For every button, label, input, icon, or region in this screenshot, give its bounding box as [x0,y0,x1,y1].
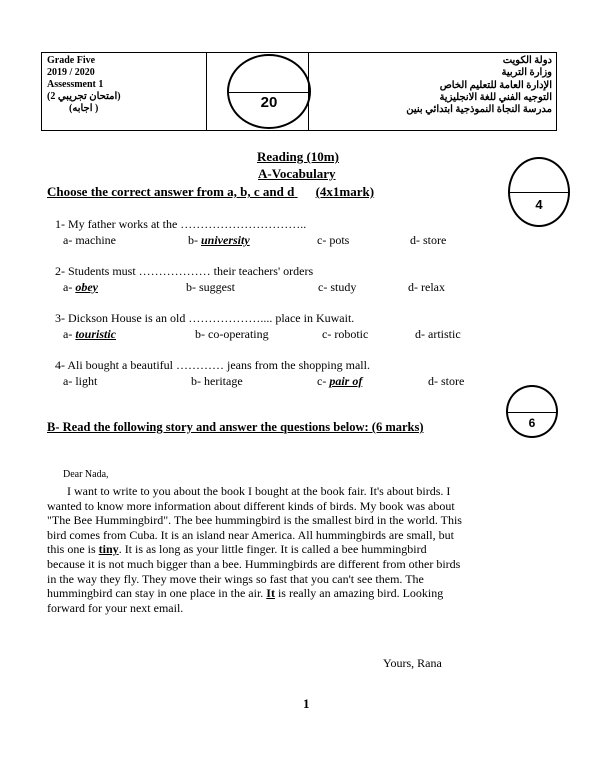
section-a-score: 4 [535,197,543,212]
correct-answer: obey [75,280,98,294]
question-2-option-a [63,280,98,295]
page-number: 1 [303,696,310,711]
story-part-3: is really an amazing bird. Looking forward for your next email. [47,586,444,615]
option-text: suggest [199,280,235,294]
header-left-info [47,55,121,115]
question-1-option-a [63,233,116,248]
section-a-instruction [47,184,374,200]
grade-label: Grade Five [47,55,96,66]
story-emphasis-it: It [266,586,275,601]
option-letter: a- [63,233,73,247]
reading-title: Reading (10m) [257,149,339,164]
question-2-option-b [186,280,235,295]
option-letter: c- [317,233,327,247]
option-text: robotic [334,327,369,341]
question-2-option-c [318,280,356,295]
correct-answer: pair of [329,374,363,388]
option-letter: b- [188,233,198,247]
option-letter: d- [428,374,438,388]
exam-type-label: (امتحان تجريبي 2) [47,91,121,102]
ministry-label: وزارة التربية [501,67,552,79]
option-text: store [441,374,465,388]
question-4-option-d [428,374,464,389]
total-score: 20 [260,94,278,111]
question-1-option-b [188,233,250,248]
option-text: machine [75,233,116,247]
score-circle-divider [510,192,568,193]
option-letter: c- [318,280,328,294]
answer-key-label: ( اجابه) [69,103,99,114]
administration-label: الإدارة العامة للتعليم الخاص [439,79,552,91]
assessment-label: Assessment 1 [47,79,104,90]
vocabulary-title: A-Vocabulary [258,166,336,181]
option-letter: c- [317,374,327,388]
option-letter: d- [410,233,420,247]
option-letter: d- [415,327,425,341]
option-letter: b- [195,327,205,341]
option-letter: a- [63,374,73,388]
option-text: artistic [428,327,461,341]
score-circle-divider [229,92,309,93]
story-part-2: . It is as long as your little finger. It is called a bee hummingbird because it is not much bigger than a bee. Hummingbirds are different from other birds in the way they fly. They move their wings so fast that you can't see them. The hummingbird can stay in one place in the air. [47,542,461,601]
question-4-option-c [317,374,362,389]
correct-answer: university [201,233,250,247]
question-3-option-c [322,327,368,342]
option-text: study [330,280,357,294]
question-1-stem: 1- My father works at the ………………………….. [55,217,307,231]
letter-signature: Yours, Rana [383,656,442,670]
option-letter: a- [63,327,73,341]
option-text: co-operating [208,327,269,341]
story-text [47,484,467,615]
header-divider-left [206,53,207,130]
instruction-marks: (4x1mark) [315,184,375,199]
story-emphasis-tiny: tiny [98,542,119,557]
school-label: مدرسة النجاة النموذجية ابتدائي بنين [406,104,552,116]
question-4-option-b [191,374,243,389]
option-letter: b- [191,374,201,388]
option-letter: b- [186,280,196,294]
option-text: store [423,233,447,247]
section-b-title: B- Read the following story and answer the questions below: (6 marks) [47,420,424,434]
question-3-option-b [195,327,269,342]
option-letter: d- [408,280,418,294]
total-score-circle [227,54,311,129]
question-3-option-a [63,327,116,342]
question-1-option-d [410,233,446,248]
option-letter: a- [63,280,73,294]
question-4-option-a [63,374,97,389]
country-label: دولة الكويت [502,55,552,66]
option-text: heritage [204,374,243,388]
section-b-score: 6 [528,416,536,430]
letter-greeting: Dear Nada, [63,469,109,480]
question-3-stem: 3- Dickson House is an old ……………….... place in Kuwait. [55,311,355,325]
question-2-option-d [408,280,445,295]
option-text: relax [421,280,445,294]
instruction-text: Choose the correct answer from a, b, c and d [47,184,295,199]
section-a-score-circle [508,157,570,227]
score-circle-divider [508,412,556,413]
correct-answer: touristic [75,327,117,341]
header-right-info [332,55,552,116]
question-4-stem: 4- Ali bought a beautiful ………… jeans from the shopping mall. [55,358,370,372]
question-2-stem: 2- Students must ……………… their teachers' orders [55,264,314,278]
option-text: light [75,374,98,388]
supervision-label: التوجيه الفني للغة الانجليزية [439,91,552,103]
option-text: pots [329,233,350,247]
option-letter: c- [322,327,332,341]
question-3-option-d [415,327,461,342]
story-part-1: I want to write to you about the book I bought at the book fair. It's about birds. I wanted to know more information about different kinds of birds. My book was about "The Bee Hummingbird". The bee hummingbird is the smallest bird in the world. This bird comes from Cuba. It is an island near America. All hummingbirds are small, but this one is [47,484,462,557]
question-1-option-c [317,233,349,248]
section-b-score-circle [506,385,558,438]
year-label: 2019 / 2020 [47,67,95,78]
